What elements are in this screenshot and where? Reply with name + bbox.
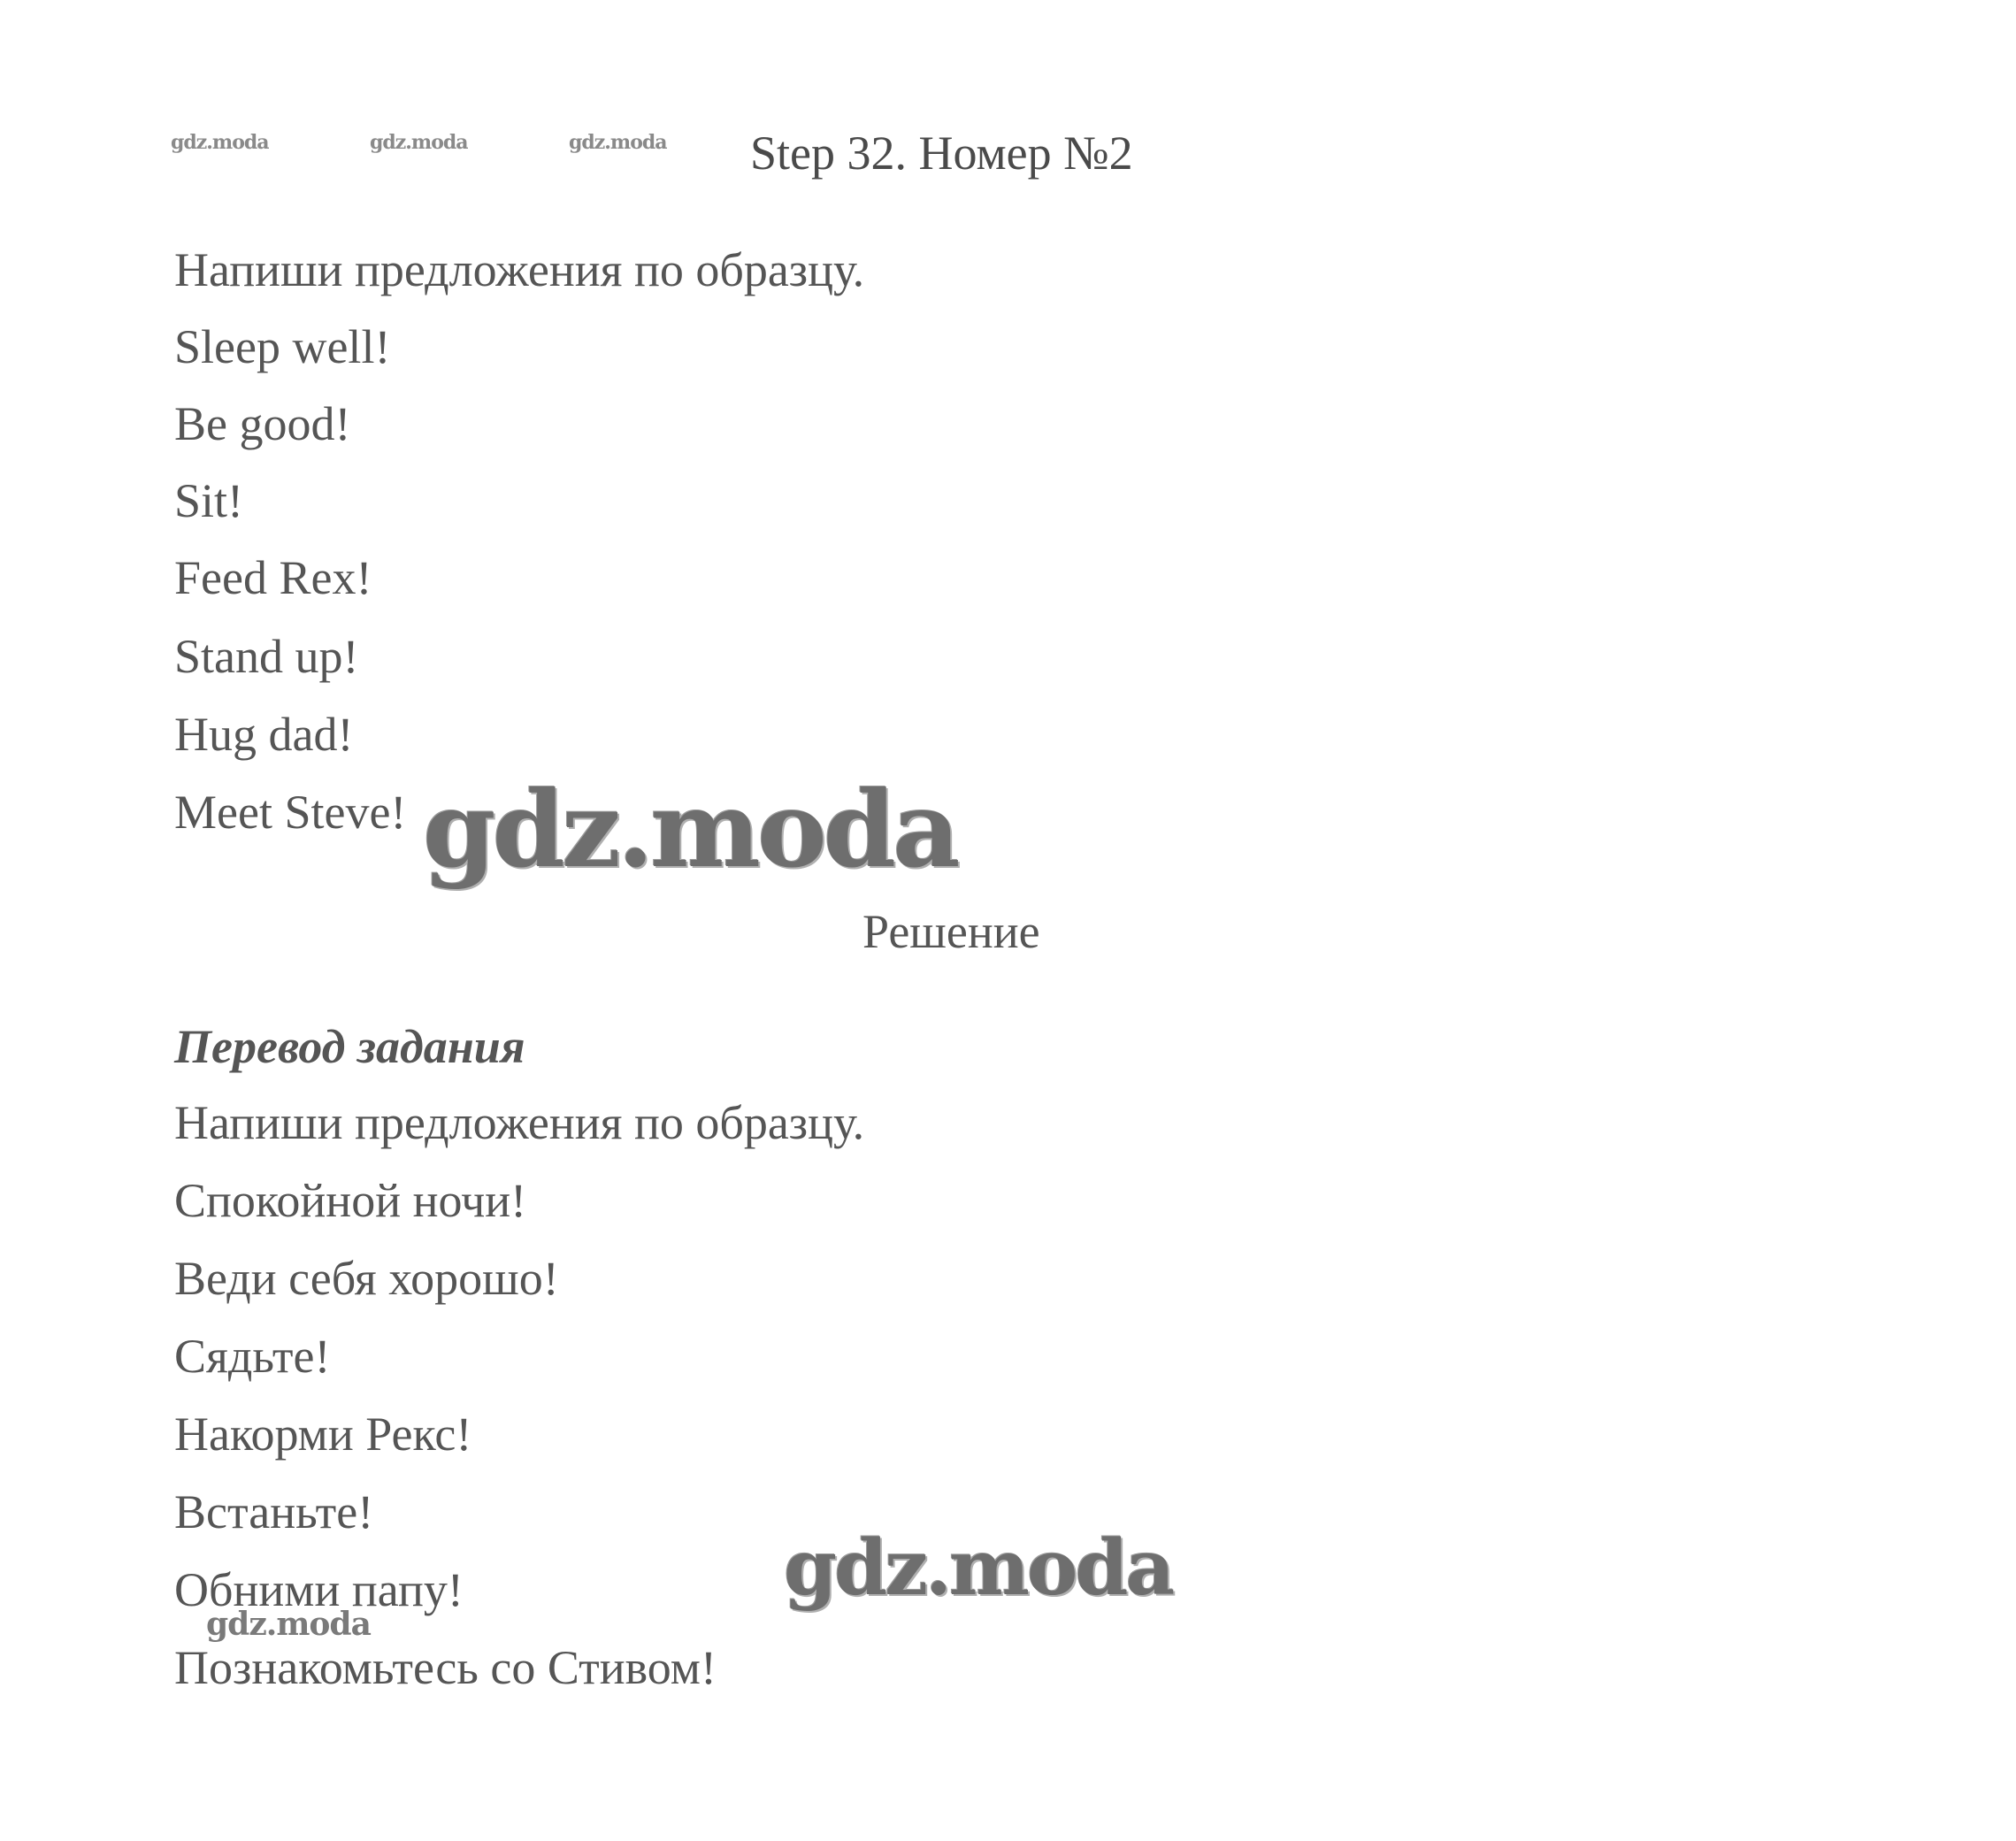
translation-line: Веди себя хорошо!: [174, 1252, 559, 1305]
task-line: Stand up!: [174, 630, 359, 683]
translation-line: Встаньте!: [174, 1485, 374, 1538]
watermark-logo: gdz.moda: [370, 131, 468, 154]
task-line: Sleep well!: [174, 320, 391, 373]
task-line: Sit!: [174, 474, 244, 527]
translation-heading: Перевод задания: [174, 1020, 525, 1073]
page-title: Step 32. Номер №2: [750, 127, 1133, 180]
watermark-logo: gdz.moda: [569, 131, 667, 154]
watermark-logo-small: gdz.moda: [206, 1606, 371, 1643]
watermark-logo-mid: gdz.moda: [784, 1523, 1173, 1613]
translation-line: Познакомьтесь со Стивом!: [174, 1641, 717, 1694]
solution-label: Решение: [862, 905, 1040, 958]
task-instruction: Напиши предложения по образцу.: [174, 243, 865, 296]
translation-line: Накорми Рекс!: [174, 1408, 472, 1461]
watermark-logo: gdz.moda: [171, 131, 269, 154]
task-line: Meet Steve!: [174, 786, 407, 839]
translation-line: Обними папу!: [174, 1563, 464, 1616]
translation-line: Спокойной ночи!: [174, 1174, 527, 1227]
task-line: Feed Rex!: [174, 551, 372, 604]
task-line: Hug dad!: [174, 708, 354, 761]
watermark-logo-large: gdz.moda: [423, 768, 957, 891]
translation-line: Сядьте!: [174, 1330, 331, 1383]
task-line: Be good!: [174, 397, 351, 450]
translation-instruction: Напиши предложения по образцу.: [174, 1096, 865, 1149]
